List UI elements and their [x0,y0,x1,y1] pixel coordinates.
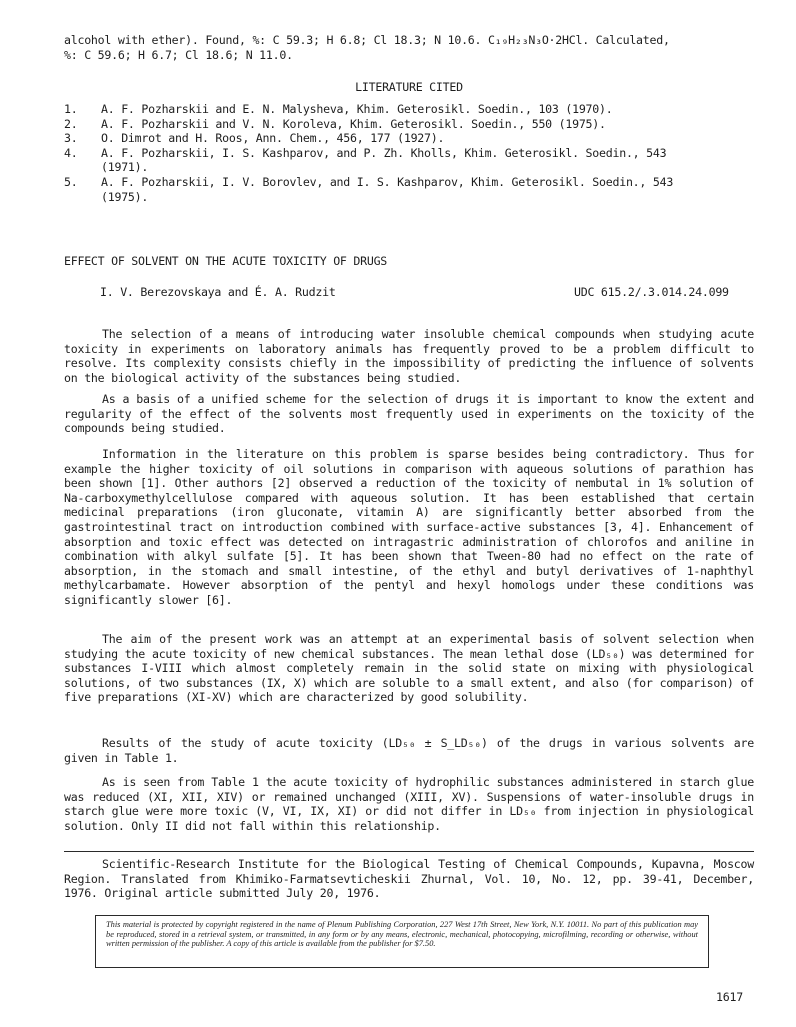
reference-item [64,131,744,146]
reference-item [64,175,744,204]
footnote-divider [64,851,754,852]
article-authors: I. V. Berezovskaya and É. A. Rudzit [100,285,336,299]
reference-text: A. F. Pozharskii, I. V. Borovlev, and I. S. Kashparov, Khim. Geterosikl. Soedin., 543 [101,174,674,189]
body-paragraph-2: As a basis of a unified scheme for the selection of drugs it is important to know the extent and regularity of the effect of the solvents most frequently used in experiments on the toxicity of the compounds being studied. [64,392,754,436]
body-paragraph-6: As is seen from Table 1 the acute toxicity of hydrophilic substances administered in starch glue was reduced (XI, XII, XIV) or remained unchanged (XIII, XV). Suspensions of water-insoluble drugs in starch glue were more toxic (V, VI, IX, XI) or did not differ in LD₅₀ from injection in physiological solution. Only II did not fall within this relationship. [64,775,754,833]
analysis-continuation [64,33,754,62]
page-number: 1617 [716,990,743,1004]
body-paragraph-3: Information in the literature on this problem is sparse besides being contradictory. Thus for example the higher toxicity of oil solutions in comparison with aqueous solutions of parathion has been shown [1]. Other authors [2] observed a reduction of the toxicity of nembutal in 1% solution of Na-carboxymethylcellulose compared with aqueous solution. It has been established that certain medicinal preparations (iron gluconate, vitamin A) are significantly better absorbed from the gastrointestinal tract on introduction combined with surface-active substances [3, 4]. Enhancement of absorption and toxic effect was detected on intragastric administration of chlorofos and aniline in combination with alkyl sulfate [5]. It has been shown that Tween-80 had no effect on the rate of absorption, in the stomach and small intestine, of the ethyl and butyl derivatives of 1-naphthyl methylcarbamate. However absorption of the pentyl and hexyl homologs under these conditions was significantly slower [6]. [64,447,754,607]
body-paragraph-5: Results of the study of acute toxicity (LD₅₀ ± S_LD₅₀) of the drugs in various solvents are given in Table 1. [64,736,754,765]
reference-text: A. F. Pozharskii and V. N. Koroleva, Khim. Geterosikl. Soedin., 550 (1975). [101,116,606,131]
body-paragraph-4: The aim of the present work was an attempt at an experimental basis of solvent selection when studying the acute toxicity of new chemical substances. The mean lethal dose (LD₅₀) was determined for substances I-VIII which almost completely remain in the solid state on mixing with physiological solutions, of two substances (IX, X) which are soluble to a small extent, and also (for comparison) of five preparations (XI-XV) which are characterized by good solubility. [64,632,754,705]
literature-cited-heading: LITERATURE CITED [355,80,463,94]
copyright-notice-box: This material is protected by copyright registered in the name of Plenum Publishing Corporation, 227 West 17th Street, New York, N.Y. 10011. No part of this publication may be reproduced, stored in a retrieval system, or transmitted, in any form or by any means, electronic, mechanical, photocopying, microfilming, recording or otherwise, without written permission of the publisher. A copy of this article is available from the publisher for $7.50. [95,915,709,968]
analysis-line-2: %: C 59.6; H 6.7; Cl 18.6; N 11.0. [64,47,293,62]
reference-text-continuation: (1971). [101,160,149,175]
institution-footnote: Scientific-Research Institute for the Biological Testing of Chemical Compounds, Kupavna, Moscow Region. Translated from Khimiko-Farmatsevticheskii Zhurnal, Vol. 10, No. 12, pp. 39-41, December, 1976. Original article submitted July 20, 1976. [64,857,754,901]
reference-list [64,102,744,204]
reference-number: 3. [64,131,78,146]
reference-item [64,146,744,175]
reference-text-continuation: (1975). [101,189,149,204]
reference-text: A. F. Pozharskii and E. N. Malysheva, Khim. Geterosikl. Soedin., 103 (1970). [101,102,613,116]
reference-number: 4. [64,145,78,160]
udc-code: UDC 615.2/.3.014.24.099 [574,285,729,299]
analysis-line-1: alcohol with ether). Found, %: C 59.3; H 6.8; Cl 18.3; N 10.6. C₁₉H₂₃N₃O·2HCl. Calculated, [64,33,670,47]
body-paragraph-1: The selection of a means of introducing water insoluble chemical compounds when studying acute toxicity in experiments on laboratory animals has frequently proved to be a problem difficult to resolve. Its complexity consists chiefly in the impossibility of predicting the influence of solvents on the biological activity of the substances being studied. [64,327,754,385]
reference-number: 5. [64,174,78,189]
reference-text: A. F. Pozharskii, I. S. Kashparov, and P. Zh. Kholls, Khim. Geterosikl. Soedin., 543 [101,145,667,160]
reference-item [64,117,744,132]
reference-number: 2. [64,116,78,131]
article-title: EFFECT OF SOLVENT ON THE ACUTE TOXICITY OF DRUGS [64,254,388,268]
reference-number: 1. [64,102,78,116]
reference-item [64,102,744,117]
reference-text: O. Dimrot and H. Roos, Ann. Chem., 456, 177 (1927). [101,131,445,146]
